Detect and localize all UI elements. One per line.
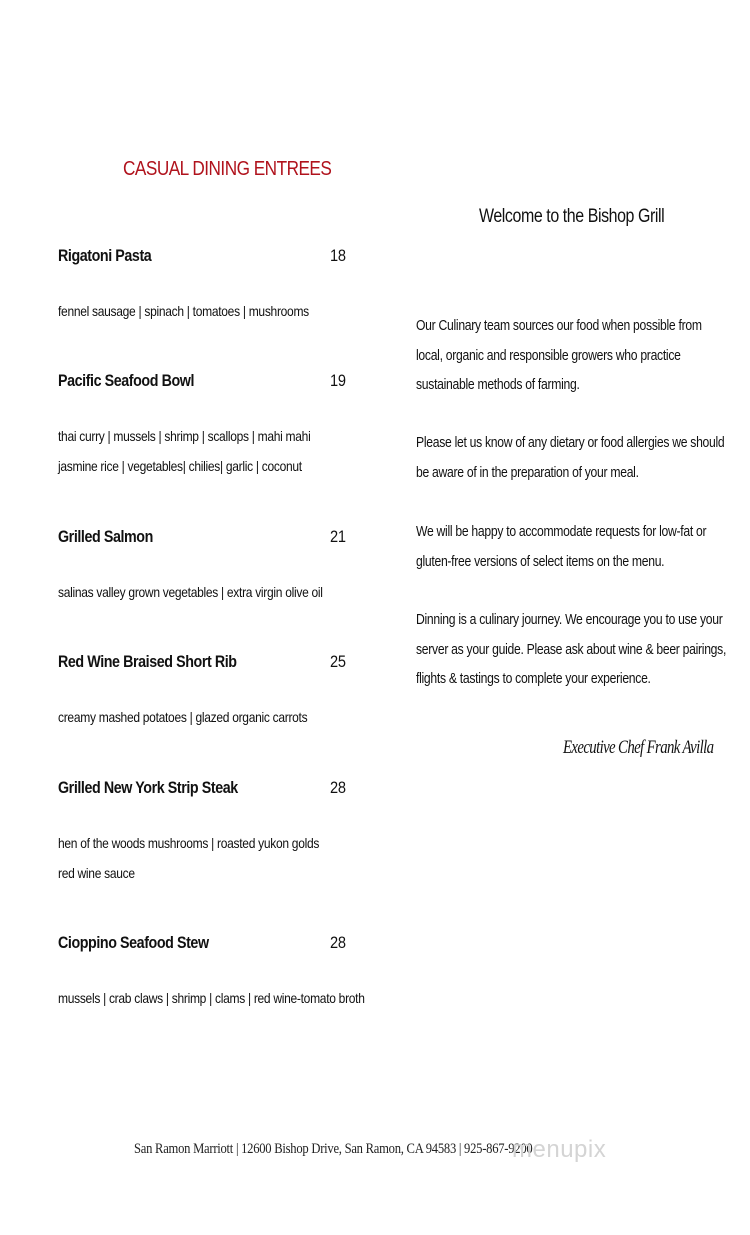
section-title: CASUAL DINING ENTREES — [123, 158, 332, 180]
item-description — [58, 577, 323, 607]
paragraph-line: flights & tastings to complete your experience. — [416, 671, 651, 687]
paragraph-line: local, organic and responsible growers who practice — [416, 347, 681, 364]
item-description-line: mussels | crab claws | shrimp | clams | red wine-tomato broth — [58, 990, 365, 1006]
item-name: Red Wine Braised Short Rib — [58, 652, 237, 671]
item-description — [58, 983, 365, 1013]
item-price: 19 — [330, 371, 346, 390]
item-description-line: hen of the woods mushrooms | roasted yukon golds — [58, 835, 320, 851]
paragraph-line: be aware of in the preparation of your meal. — [416, 464, 639, 481]
paragraph-line: sustainable methods of farming. — [416, 377, 580, 393]
item-price: 25 — [330, 652, 346, 671]
paragraph-line: Our Culinary team sources our food when possible from — [416, 318, 702, 334]
item-description — [58, 702, 307, 732]
item-description-line: fennel sausage | spinach | tomatoes | mushrooms — [58, 303, 309, 319]
item-description-line: thai curry | mussels | shrimp | scallops | mahi mahi — [58, 428, 311, 444]
chef-signature: Executive Chef Frank Avilla — [563, 737, 714, 758]
welcome-paragraph — [416, 606, 726, 695]
watermark-logo: menupix — [512, 1136, 607, 1163]
paragraph-line: Please let us know of any dietary or food allergies we should — [416, 435, 725, 451]
item-name: Rigatoni Pasta — [58, 246, 152, 265]
footer-address: San Ramon Marriott | 12600 Bishop Drive, San Ramon, CA 94583 | 925-867-9200 — [134, 1141, 533, 1157]
paragraph-line: server as your guide. Please ask about wine & beer pairings, — [416, 641, 727, 658]
item-price: 18 — [330, 246, 346, 265]
item-name: Grilled Salmon — [58, 527, 153, 546]
item-description-line: creamy mashed potatoes | glazed organic carrots — [58, 709, 308, 725]
item-name: Cioppino Seafood Stew — [58, 933, 209, 952]
item-description-line: salinas valley grown vegetables | extra virgin olive oil — [58, 584, 323, 600]
paragraph-line: gluten-free versions of select items on the menu. — [416, 553, 665, 570]
item-name: Grilled New York Strip Steak — [58, 778, 238, 797]
item-description — [58, 296, 309, 326]
item-description — [58, 421, 310, 481]
paragraph-line: Dinning is a culinary journey. We encourage you to use your — [416, 612, 723, 628]
item-description-line: red wine sauce — [58, 865, 135, 881]
item-name: Pacific Seafood Bowl — [58, 371, 195, 390]
welcome-paragraph — [416, 312, 702, 401]
welcome-title: Welcome to the Bishop Grill — [479, 206, 665, 227]
item-price: 28 — [330, 778, 346, 797]
item-description — [58, 828, 319, 888]
welcome-paragraph — [416, 518, 706, 577]
item-description-line: jasmine rice | vegetables| chilies| garlic | coconut — [58, 458, 302, 474]
item-price: 21 — [330, 527, 346, 546]
paragraph-line: We will be happy to accommodate requests for low-fat or — [416, 524, 707, 540]
welcome-paragraph — [416, 429, 724, 488]
item-price: 28 — [330, 933, 346, 952]
